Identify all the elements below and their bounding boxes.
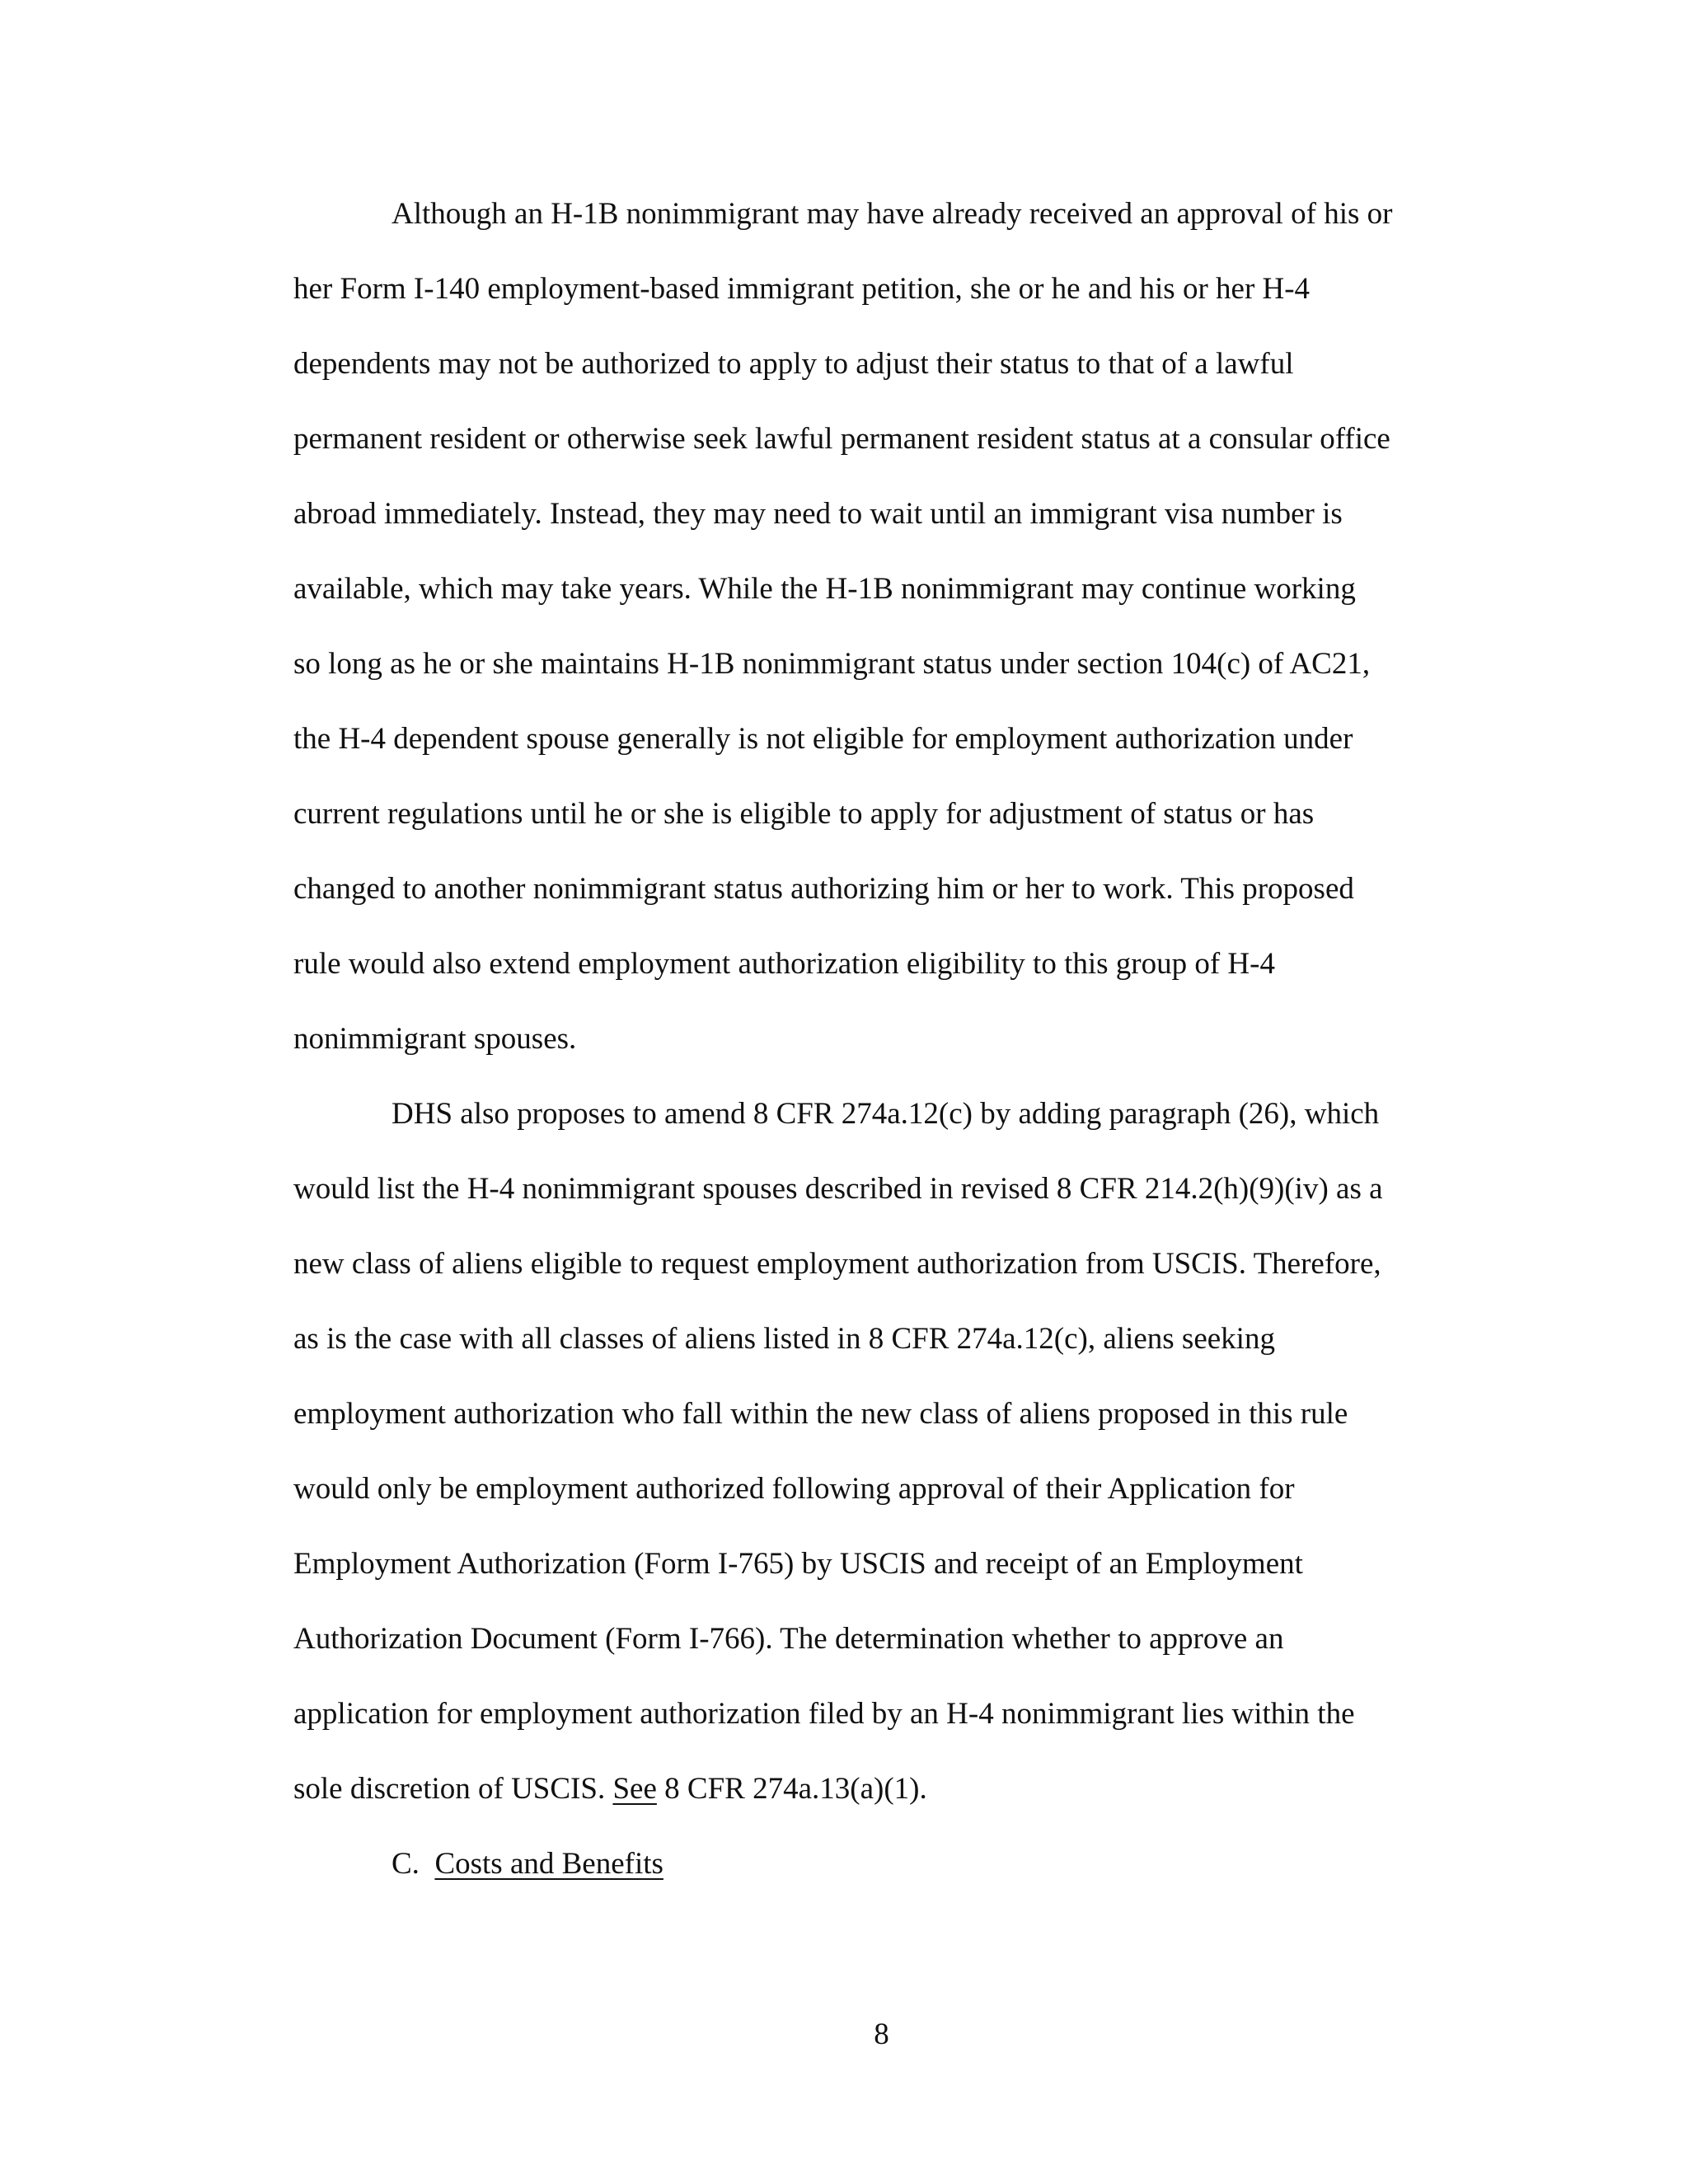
section-heading-label: C. [392,1847,420,1881]
paragraph-1-line-4: permanent resident or otherwise seek lawful permanent resident status at a consular office [293,422,1390,456]
paragraph-2-line-5: employment authorization who fall within the new class of aliens proposed in this rule [293,1397,1348,1431]
paragraph-2-line-10 [293,1770,927,1808]
paragraph-1-line-2: her Form I-140 employment-based immigrant petition, she or he and his or her H-4 [293,272,1311,306]
paragraph-1-line-10: changed to another nonimmigrant status authorizing him or her to work. This proposed [293,872,1354,906]
paragraph-2-line-7: Employment Authorization (Form I-765) by USCIS and receipt of an Employment [293,1547,1303,1581]
paragraph-1-line-8: the H-4 dependent spouse generally is not eligible for employment authorization under [293,722,1353,756]
paragraph-2-line-6: would only be employment authorized following approval of their Application for [293,1472,1295,1506]
paragraph-1-line-5: abroad immediately. Instead, they may need to wait until an immigrant visa number is [293,497,1343,531]
paragraph-2-line-10-text: sole discretion of USCIS. [293,1772,613,1806]
paragraph-2-line-9: application for employment authorization filed by an H-4 nonimmigrant lies within the [293,1697,1355,1731]
paragraph-1-line-6: available, which may take years. While the H-1B nonimmigrant may continue working [293,572,1356,606]
see-citation-signal: See [612,1772,657,1806]
section-heading [392,1845,663,1883]
paragraph-1-line-12: nonimmigrant spouses. [293,1022,577,1056]
paragraph-1-line-11: rule would also extend employment authorization eligibility to this group of H-4 [293,947,1275,981]
paragraph-1-line-1: Although an H-1B nonimmigrant may have already received an approval of his or [392,197,1393,231]
paragraph-1-line-9: current regulations until he or she is eligible to apply for adjustment of status or has [293,797,1315,831]
paragraph-2-line-8: Authorization Document (Form I-766). The determination whether to approve an [293,1622,1284,1656]
paragraph-1-line-3: dependents may not be authorized to apply to adjust their status to that of a lawful [293,347,1294,381]
citation-text: 8 CFR 274a.13(a)(1). [656,1772,927,1806]
section-heading-title: Costs and Benefits [434,1847,663,1881]
paragraph-2-line-2: would list the H-4 nonimmigrant spouses described in revised 8 CFR 214.2(h)(9)(iv) as a [293,1172,1383,1206]
page-number: 8 [874,2018,889,2051]
paragraph-2-line-3: new class of aliens eligible to request employment authorization from USCIS. Therefore, [293,1247,1381,1281]
paragraph-1-line-7: so long as he or she maintains H-1B nonimmigrant status under section 104(c) of AC21, [293,647,1371,681]
paragraph-2-line-4: as is the case with all classes of aliens listed in 8 CFR 274a.12(c), aliens seeking [293,1322,1275,1356]
paragraph-2-line-1: DHS also proposes to amend 8 CFR 274a.12(c) by adding paragraph (26), which [392,1097,1380,1131]
